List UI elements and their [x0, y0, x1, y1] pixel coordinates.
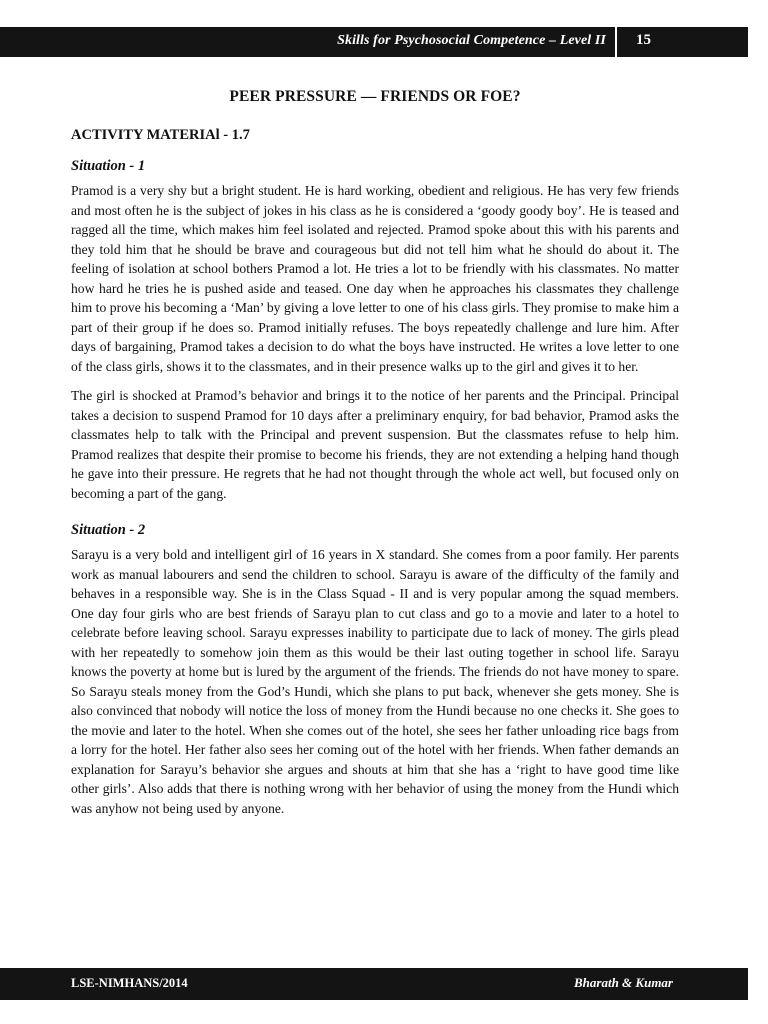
situation-heading: Situation - 1 [71, 158, 146, 174]
situation-2 [71, 522, 679, 818]
header-title: Skills for Psychosocial Competence – Level II [337, 33, 606, 48]
document-title: PEER PRESSURE — FRIENDS OR FOE? [229, 88, 521, 105]
footer-publisher: LSE-NIMHANS/2014 [71, 976, 188, 990]
situation-heading: Situation - 2 [71, 522, 146, 538]
document-body [71, 88, 679, 828]
paragraph: Pramod is a very shy but a bright student. He is hard working, obedient and religious. He has very few friends and most often he is the subject of jokes in his class as he is considered a ‘goody goody boy’. He is teased and ragged all the time, which makes him feel isolated and rejected. Pramod spoke about this with his parents and they told him that he should be brave and courageous but did not tell him what he should do about it. The feeling of isolation at school bothers Pramod a lot. He tries a lot to be friendly with his classmates. No matter how hard he tries he is pushed aside and teased. One day when he approaches his classmates they challenge him to prove his becoming a ‘Man’ by giving a love letter to one of his class girls. They promise to make him a part of their group if he does so. Pramod initially refuses. The boys repeatedly challenge and lure him. After days of bargaining, Pramod takes a decision to do what the boys have instructed. He writes a love letter to one of the class girls, shows it to the classmates, and in their presence walks up to the girl and gives it to her. [71, 183, 679, 374]
page-footer [0, 968, 748, 1000]
page-header [0, 27, 748, 57]
activity-heading: ACTIVITY MATERIAl - 1.7 [71, 127, 250, 143]
page-number: 15 [636, 32, 651, 48]
situation-1 [71, 158, 679, 503]
paragraph: Sarayu is a very bold and intelligent girl of 16 years in X standard. She comes from a poor family. Her parents work as manual labourers and send the children to school. Sarayu is aware of the difficulty of the family and behaves in a responsible way. She is in the Class Squad - II and is very popular among the squad members. One day four girls who are best friends of Sarayu plan to cut class and go to a movie and later to a hotel to celebrate before leaving school. Sarayu expresses inability to participate due to lack of money. The girls plead with her repeatedly to somehow join them as this would be their last outing together in school life. Sarayu knows the poverty at home but is lured by the argument of the friends. The friends do not have money to spare. So Sarayu steals money from the God’s Hundi, which she plans to put back, whenever she gets money. She is also convinced that nobody will notice the loss of money from the Hundi because no one checks it. She goes to the movie and later to the hotel. When she comes out of the hotel, she sees her father unloading rice bags from a lorry for the hotel. Her father also sees her coming out of the hotel with her friends. When father demands an explanation for Sarayu’s behavior she argues and shouts at him that she has a ‘right to have good time like other girls’. Also adds that there is nothing wrong with her behavior of using the money from the Hundi which was anyhow not being used by anyone. [71, 547, 679, 816]
footer-authors: Bharath & Kumar [574, 975, 673, 990]
section-gap [71, 513, 679, 522]
header-divider [615, 27, 617, 57]
paragraph: The girl is shocked at Pramod’s behavior and brings it to the notice of her parents and the Principal. Principal takes a decision to suspend Pramod for 10 days after a preliminary enquiry, for bad behavior, Pramod asks the classmates help to talk with the Principal and prevent suspension. But the classmates refuse to help him. Pramod realizes that despite their promise to become his friends, they are not extending a helping hand though he gave into their pressure. He regrets that he had not thought through the whole act well, but focused only on becoming a part of the gang. [71, 388, 679, 501]
